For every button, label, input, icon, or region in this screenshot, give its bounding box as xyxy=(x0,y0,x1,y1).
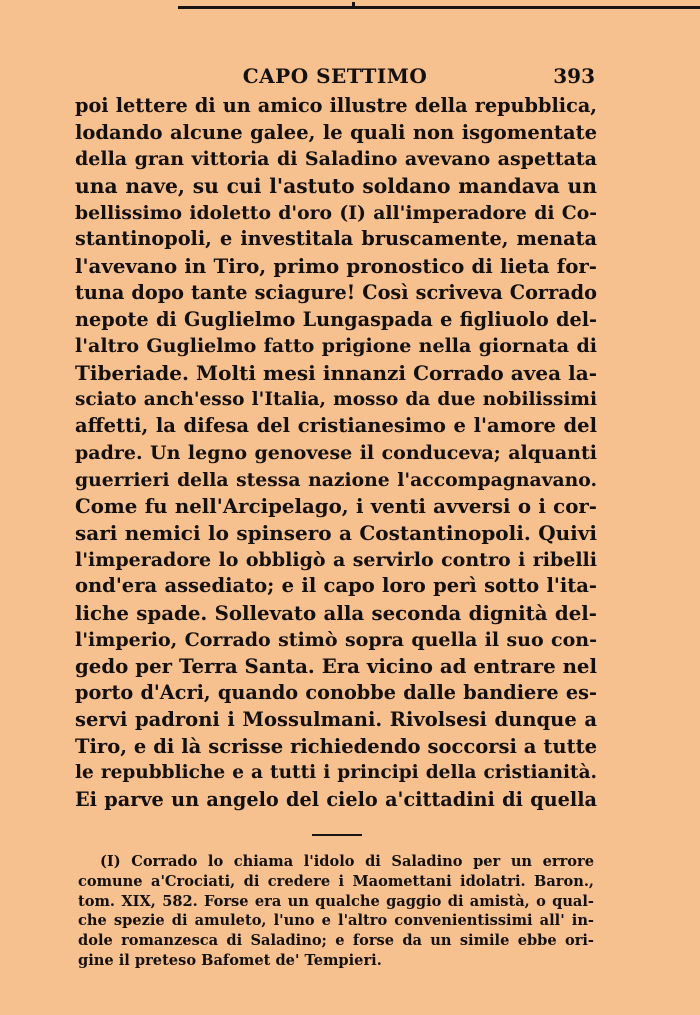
text-line: sari nemici lo spinsero a Costantinopoli. Quivi xyxy=(75,521,597,545)
text-line: una nave, su cui l'astuto soldano mandava un xyxy=(75,174,597,199)
footnote-line: dole romanzesca di Saladino; e forse da un simile ebbe ori- xyxy=(78,932,594,950)
text-line: l'imperadore lo obbligò a servirlo contro i ribelli xyxy=(75,548,597,571)
text-line: nepote di Guglielmo Lungaspada e figliuolo del- xyxy=(75,307,597,331)
text-line: Tiro, e di là scrisse richiedendo soccorsi a tutte xyxy=(75,734,597,758)
text-line: bellissimo idoletto d'oro (I) all'imperadore di Co- xyxy=(75,201,597,224)
page-number: 393 xyxy=(553,64,595,88)
running-head xyxy=(75,64,595,94)
footnote-line: che spezie di amuleto, l'uno e l'altro convenientissimi all' in- xyxy=(78,912,594,930)
footnote-line: gine il preteso Bafomet de' Tempieri. xyxy=(78,951,382,969)
text-line: stantinopoli, e investitala bruscamente, menata xyxy=(75,227,597,251)
text-line: porto d'Acri, quando conobbe dalle bandiere es- xyxy=(75,681,597,705)
footnote-separator xyxy=(312,834,362,836)
footnote-line: comune a'Crociati, di credere i Maomettani idolatri. Baron., xyxy=(78,872,594,890)
text-line: l'imperio, Corrado stimò sopra quella il suo con- xyxy=(75,628,597,651)
text-line: della gran vittoria di Saladino avevano aspettata xyxy=(75,148,597,171)
footnote-line: tom. XIX, 582. Forse era un qualche gaggio di amistà, o qual- xyxy=(78,892,594,910)
text-line: le repubbliche e a tutti i principi della cristianità. xyxy=(75,762,597,784)
text-line: liche spade. Sollevato alla seconda dignità del- xyxy=(75,601,597,626)
footnote xyxy=(78,852,594,971)
top-rule-mark xyxy=(352,2,355,8)
body-text xyxy=(75,93,597,814)
text-line: poi lettere di un amico illustre della repubblica, xyxy=(75,94,597,117)
text-line: servi padroni i Mossulmani. Rivolsesi dunque a xyxy=(75,707,597,731)
text-line: l'altro Guglielmo fatto prigione nella giornata di xyxy=(75,335,597,358)
text-line: l'avevano in Tiro, primo pronostico di lieta for- xyxy=(75,254,597,279)
text-line: ond'era assediato; e il capo loro perì sotto l'ita- xyxy=(75,574,597,598)
text-line: tuna dopo tante sciagure! Così scriveva Corrado xyxy=(75,280,597,304)
text-line: affetti, la difesa del cristianesimo e l'amore del xyxy=(75,414,597,438)
text-line: Ei parve un angelo del cielo a'cittadini di quella xyxy=(75,787,597,811)
running-title: CAPO SETTIMO xyxy=(242,64,428,88)
text-line: gedo per Terra Santa. Era vicino ad entrare nel xyxy=(75,654,597,679)
footnote-line: (I) Corrado lo chiama l'idolo di Saladino per un errore xyxy=(100,853,594,870)
text-line: guerrieri della stessa nazione l'accompagnavano. xyxy=(75,468,597,491)
text-line: lodando alcune galee, le quali non isgomentate xyxy=(75,120,597,144)
text-line: Tiberiade. Molti mesi innanzi Corrado avea la- xyxy=(75,360,597,385)
text-line: sciato anch'esso l'Italia, mosso da due nobilissimi xyxy=(75,388,597,410)
text-line: padre. Un legno genovese il conduceva; alquanti xyxy=(75,441,597,464)
top-rule xyxy=(178,6,700,9)
text-line: Come fu nell'Arcipelago, i venti avversi o i cor- xyxy=(75,494,597,519)
